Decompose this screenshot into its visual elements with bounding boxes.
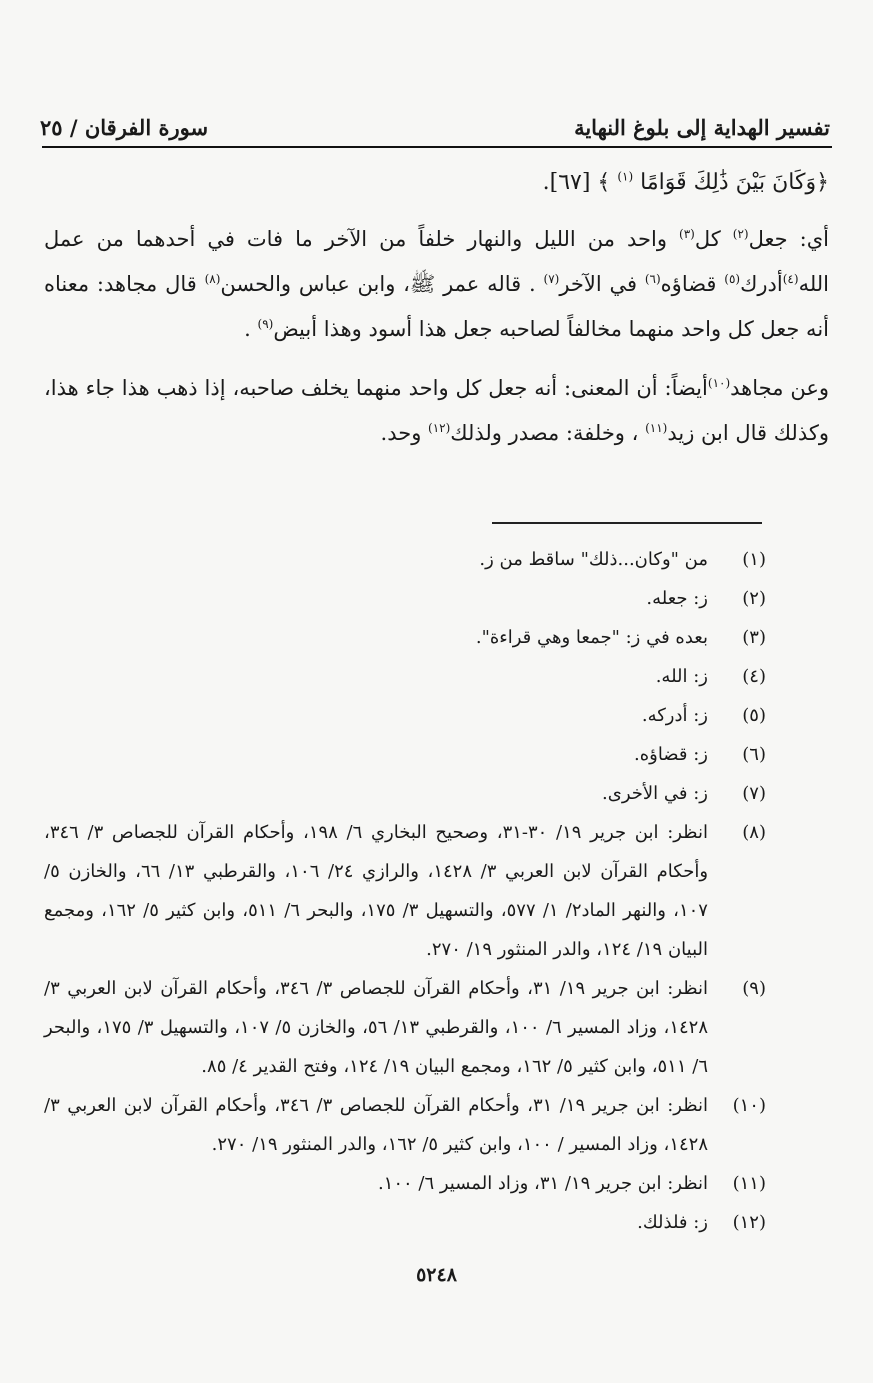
footnote-number: (٧): [742, 783, 766, 804]
footnote-item: [44, 1086, 766, 1164]
main-text: [44, 160, 829, 456]
footnote-number: (٤): [742, 666, 766, 687]
verse-close: ﴾ [٦٧].: [542, 170, 611, 195]
footnote-text: من "وكان...ذلك" ساقط من ز.: [479, 549, 708, 570]
footnotes-list: [44, 540, 766, 1242]
paragraph-1: [44, 217, 829, 352]
footnote-text: ز: جعله.: [646, 588, 708, 609]
verse-text: ﴿وَكَانَ بَيْنَ ذَٰلِكَ قَوَامًا: [640, 170, 829, 195]
text-run: ، وخلفة: مصدر ولذلك: [450, 421, 646, 445]
footnote-text: ز: في الأخرى.: [602, 783, 708, 804]
footnote-text: انظر: ابن جرير ١٩/ ٣١، وزاد المسير ٦/ ١٠٠.: [377, 1173, 708, 1194]
footnote-ref: (٤): [782, 272, 799, 286]
page-number: ٥٢٤٨: [416, 1264, 457, 1286]
footnote-text: انظر: ابن جرير ١٩/ ٣١، وأحكام القرآن للجصاص ٣/ ٣٤٦، وأحكام القرآن لابن العربي ٣/ ١٤٢٨، وزاد المسير ٦/ ١٠٠، والقرطبي ١٣/ ٥٦، والخازن ٥/ ١٠٧، والتسهيل ٣/ ١٧٥، والبحر ٦/ ٥١١، وابن كثير ٥/ ١٦٢، ومجمع البيان ١٩/ ١٢٤، وفتح القدير ٤/ ٨٥.: [44, 978, 708, 1077]
footnote-number: (٦): [742, 744, 766, 765]
text-run: أي: جعل: [748, 227, 829, 251]
footnote-number: (١٢): [732, 1212, 766, 1233]
text-run: وعن مجاهد: [730, 376, 829, 400]
footnote-text: ز: قضاؤه.: [633, 744, 708, 765]
paragraph-2: [44, 366, 829, 456]
footnote-text: ز: الله.: [655, 666, 708, 687]
footnote-ref: (٩): [257, 317, 274, 331]
footnote-item: [44, 657, 766, 696]
footnote-number: (١١): [732, 1173, 766, 1194]
text-run: وحد.: [380, 421, 429, 445]
footnote-text: بعده في ز: "جمعا وهي قراءة".: [475, 627, 708, 648]
footnote-text: انظر: ابن جرير ١٩/ ٣١، وأحكام القرآن للجصاص ٣/ ٣٤٦، وأحكام القرآن لابن العربي ٣/ ١٤٢٨، وزاد المسير / ١٠٠، وابن كثير ٥/ ١٦٢، والدر المنثور ١٩/ ٢٧٠.: [44, 1095, 708, 1155]
text-run: واحد من الليل والنهار خلفاً من الآخر ما فات في أحدهما من عمل الله: [44, 227, 830, 296]
footnote-text: انظر: ابن جرير ١٩/ ٣٠-٣١، وصحيح البخاري ٦/ ١٩٨، وأحكام القرآن للجصاص ٣/ ٣٤٦، وأحكام القرآن لابن العربي ٣/ ١٤٢٨، والرازي ٢٤/ ١٠٦، والقرطبي ١٣/ ٦٦، والخازن ٥/ ١٠٧، والنهر الماد٢/ ١/ ٥٧٧، والتسهيل ٣/ ١٧٥، والبحر ٦/ ٥١١، وابن كثير ٥/ ١٦٢، ومجمع البيان ١٩/ ١٢٤، والدر المنثور ١٩/ ٢٧٠.: [44, 822, 709, 960]
footnote-item: [44, 579, 766, 618]
header-divider: [42, 146, 832, 148]
text-run: قضاؤه: [660, 272, 725, 296]
footnote-number: (١٠): [732, 1095, 766, 1116]
footnote-ref: (١١): [645, 421, 668, 435]
footnote-ref: (٣): [679, 227, 695, 241]
footnote-number: (٣): [742, 627, 766, 648]
text-run: قال مجاهد: معناه أنه جعل كل واحد منهما مخالفاً لصاحبه جعل هذا أسود وهذا أبيض: [44, 272, 829, 341]
footnote-number: (٨): [742, 822, 766, 843]
footnote-item: [44, 1164, 766, 1203]
running-header: [40, 100, 830, 140]
footnote-text: ز: فلذلك.: [637, 1212, 708, 1233]
text-run: في الآخر: [559, 272, 645, 296]
footnote-ref: (٨): [204, 272, 221, 286]
book-title: تفسير الهداية إلى بلوغ النهاية: [574, 115, 830, 140]
footnote-ref: (٦): [644, 272, 661, 286]
footnote-ref: (١٢): [428, 421, 451, 435]
footnote-number: (١): [742, 549, 766, 570]
footnote-item: [44, 969, 766, 1086]
footnote-number: (٢): [742, 588, 766, 609]
footnote-ref: (٥): [724, 272, 741, 286]
footnote-item: [44, 618, 766, 657]
footnote-text: ز: أدركه.: [641, 705, 708, 726]
footnote-ref: (١): [617, 169, 634, 184]
text-run: . قاله عمر ﷺ، وابن عباس والحسن: [220, 272, 544, 296]
quran-verse: [44, 160, 829, 205]
text-run: أيضاً: أن المعنى: أنه جعل كل واحد منهما يخلف صاحبه، إذا ذهب هذا جاء هذا، وكذلك قال ابن زيد: [44, 376, 829, 445]
footnote-item: [44, 813, 766, 969]
footnote-item: [44, 540, 766, 579]
footnote-number: (٥): [742, 705, 766, 726]
footnote-ref: (٧): [543, 272, 560, 286]
footnote-item: [44, 774, 766, 813]
text-run: كل: [694, 227, 733, 251]
footnote-item: [44, 735, 766, 774]
footnote-number: (٩): [742, 978, 766, 999]
footnote-ref: (٢): [732, 227, 749, 241]
text-run: .: [244, 317, 258, 341]
footnote-divider: [492, 522, 762, 524]
surah-label: سورة الفرقان / ٢٥: [40, 115, 209, 140]
footnote-item: [44, 696, 766, 735]
text-run: أدرك: [740, 272, 783, 296]
footnote-ref: (١٠): [707, 376, 731, 390]
footnote-item: [44, 1203, 766, 1242]
